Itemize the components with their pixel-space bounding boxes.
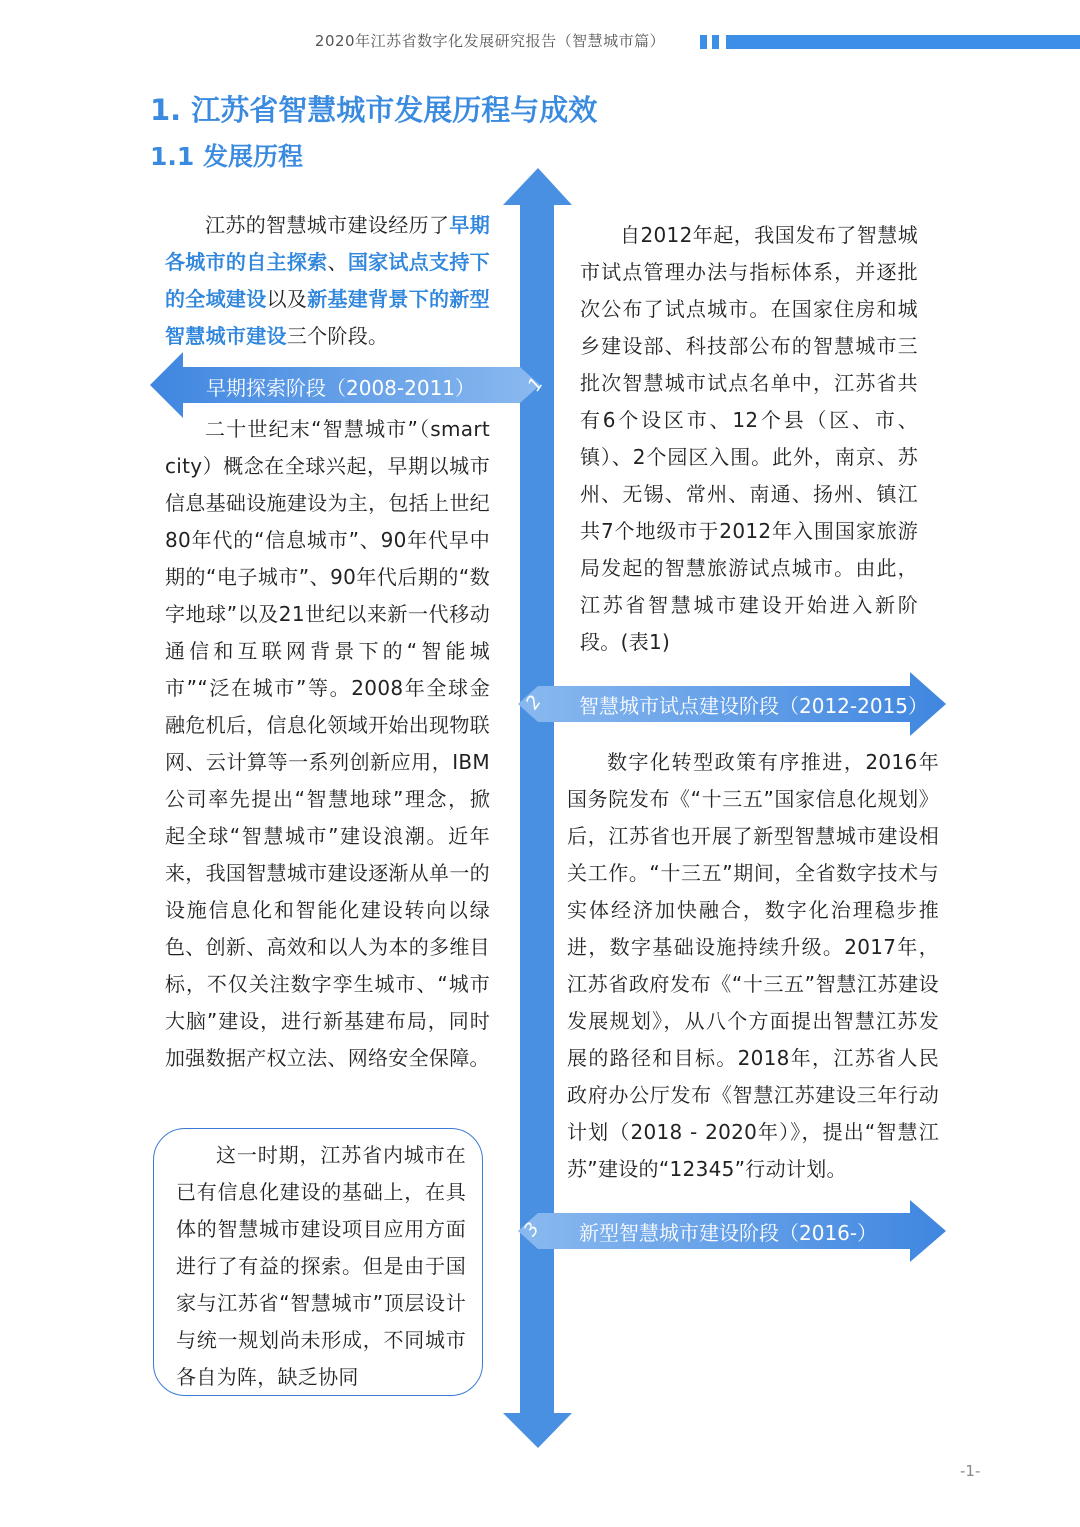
stage-1-callout-text: 这一时期，江苏省内城市在已有信息化建设的基础上，在具体的智慧城市建设项目应用方面进行了有益的探索。但是由于国家与江苏省“智慧城市”顶层设计与统一规划尚未形成，不同城市各自为阵，缺乏协同 <box>176 1143 466 1389</box>
timeline-vertical-arrow <box>503 168 572 1448</box>
highlight-phase-3: 新基建背景下的新型智慧城市建设 <box>165 287 490 348</box>
stage-1-number: 1 <box>523 373 548 396</box>
stage-2-paragraph: 自2012年起，我国发布了智慧城市试点管理办法与指标体系，并逐批次公布了试点城市。在国家住房和城乡建设部、科技部公布的智慧城市三批次智慧城市试点名单中，江苏省共有6个设区市、12个县（区、市、镇）、2个园区入围。此外，南京、苏州、无锡、常州、南通、扬州、镇江共7个地级市于2012年入围国家旅游局发起的智慧旅游试点城市。由此，江苏省智慧城市建设开始进入新阶段。(表1) <box>580 223 918 654</box>
stage-3-paragraph: 数字化转型政策有序推进，2016年国务院发布《“十三五”国家信息化规划》后，江苏省也开展了新型智慧城市建设相关工作。“十三五”期间，全省数字技术与实体经济加快融合，数字化治理稳步推进，数字基础设施持续升级。2017年，江苏省政府发布《“十三五”智慧江苏建设发展规划》，从八个方面提出智慧江苏发展的路径和目标。2018年，江苏省人民政府办公厅发布《智慧江苏建设三年行动计划（2018 - 2020年）》，提出“智慧江苏”建设的“12345”行动计划。 <box>567 750 939 1181</box>
stage-1-label: 早期探索阶段（2008-2011） <box>206 376 476 400</box>
stage-1-paragraph: 二十世纪末“智慧城市”（smart city）概念在全球兴起，早期以城市信息基础设施建设为主，包括上世纪80年代的“信息城市”、90年代早中期的“电子城市”、90年代后期的“数字地球”以及21世纪以来新一代移动通信和互联网背景下的“智能城市”“泛在城市”等。2008年全球金融危机后，信息化领域开始出现物联网、云计算等一系列创新应用，IBM公司率先提出“智慧地球”理念，掀起全球“智慧城市”建设浪潮。近年来，我国智慧城市建设逐渐从单一的设施信息化和智能化建设转向以绿色、创新、高效和以人为本的多维目标，不仅关注数字孪生城市、“城市大脑”建设，进行新基建布局，同时加强数据产权立法、网络安全保障。 <box>165 417 490 1070</box>
page-number: -1- <box>960 1462 981 1480</box>
stage-2-label: 智慧城市试点建设阶段（2012-2015） <box>579 694 929 718</box>
intro-paragraph: 江苏的智慧城市建设经历了早期各城市的自主探索、国家试点支持下的全域建设以及新基建背景下的新型智慧城市建设三个阶段。 <box>165 213 490 348</box>
highlight-phase-2: 国家试点支持下的全域建设 <box>165 250 490 311</box>
stage-3-number: 3 <box>519 1218 544 1241</box>
stage-3-label: 新型智慧城市建设阶段（2016-） <box>579 1221 878 1245</box>
subsection-heading: 1.1 发展历程 <box>150 142 303 171</box>
highlight-phase-1: 早期各城市的自主探索 <box>165 213 490 274</box>
stage-2-number: 2 <box>521 691 546 714</box>
section-heading: 1. 江苏省智慧城市发展历程与成效 <box>150 93 598 127</box>
report-header-title: 2020年江苏省数字化发展研究报告（智慧城市篇） <box>314 32 666 50</box>
